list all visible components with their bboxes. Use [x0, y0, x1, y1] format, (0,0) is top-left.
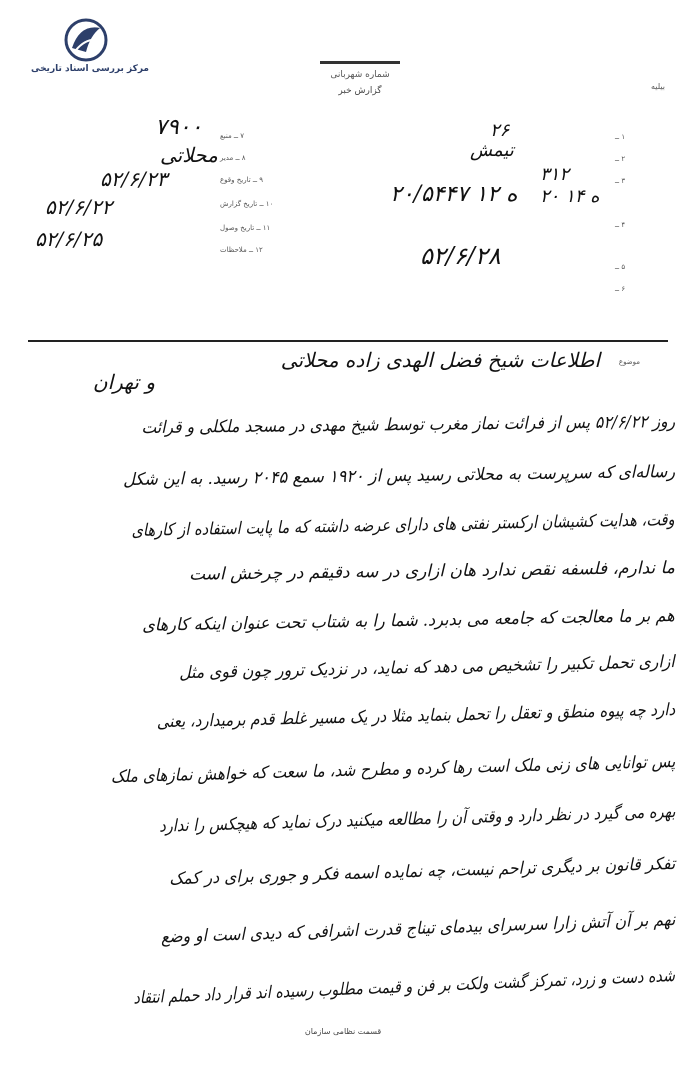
letter-line: نهم بر آن آتش زارا سرسرای بیدمای تیناج قدرت اشرافی که دیدی است او وضع	[160, 910, 676, 948]
form-left-label: ۱۰ ــ تاریخ گزارش	[220, 200, 274, 208]
occurrence-date: ۵۲/۶/۲۳	[100, 167, 168, 191]
right-top-value: ۲۶	[490, 120, 510, 141]
form-right-label: ۲ ــ	[615, 155, 626, 163]
bottom-stamp: قسمت نظامی سازمان	[304, 1027, 382, 1036]
subject-label: موضوع	[618, 358, 640, 366]
right-code2: ۲۰ ه ۱۴	[540, 186, 600, 207]
receipt-date: ۵۲/۶/۲۵	[35, 227, 103, 251]
archive-emblem-icon	[60, 18, 112, 62]
subject-text: اطلاعات شیخ فضل الهدی زاده محلاتی	[280, 348, 600, 372]
archive-caption: مرکز بررسی اسناد تاریخی	[30, 64, 150, 74]
letter-line: هم بر ما معالجت که جامعه می بدبرد. شما را به شتاب تحت عنوان اینکه کارهای	[142, 606, 676, 636]
letter-line: رساله‌ای که سرپرست به محلاتی رسید پس از ۱۹۲۰ سمع ۲۰۴۵ رسید. به این شکل	[122, 462, 676, 491]
form-right-label: ۳ ــ	[615, 177, 626, 185]
letter-line: وقت، هدایت کشیشان ارکستر نفتی های دارای عرضه داشته که ما پایت استفاده از کارهای	[131, 510, 676, 542]
report-number: ۷۹۰۰	[155, 115, 203, 140]
source-name: محلاتی	[160, 143, 218, 167]
header-center	[300, 55, 420, 103]
header-right-label: بیلیه	[651, 82, 665, 91]
letter-line: تفکر قانون بر دیگری تراحم نیست، چه نمایده اسمه فکر و جوری برای در کمک	[168, 854, 676, 890]
letter-line: دارد چه پیوه منطق و تعقل را تحمل بنماید مثلا در یک مسیر غلط قدم برمیدارد، یعنی	[156, 700, 676, 733]
letter-line: ازاری تحمل تکبیر را تشخیص می دهد که نماید، در نزدیک ترور چون قوی مثل	[179, 652, 676, 684]
reference-number: ۲۰/۵۴۴۷ ه ۱۲	[390, 182, 518, 207]
right-date: ۵۲/۶/۲۸	[420, 242, 501, 270]
form-right-label: ۱ ــ	[615, 133, 626, 141]
letter-line: بهره می گیرد در نظر دارد و وقتی آن را مطالعه میکنید درک نماید که هیچکس را ندارد	[158, 802, 676, 837]
letter-line: و تهران	[92, 370, 155, 394]
form-left-label: ۷ ــ منبع	[220, 132, 245, 140]
letter-line: پس توانایی های زنی ملک است رها کرده و مطرح شد، ما سعت که خواهش نمازهای ملک	[110, 752, 676, 788]
form-right-label: ۴ ــ	[615, 221, 626, 229]
archive-logo	[20, 18, 160, 83]
report-date: ۵۲/۶/۲۲	[45, 195, 113, 219]
form-left-label: ۱۲ ــ ملاحظات	[220, 246, 263, 254]
right-line1: تیمش	[470, 140, 514, 161]
subject-divider	[28, 340, 668, 342]
form-right-label: ۵ ــ	[615, 263, 626, 271]
header-subtitle: شماره شهربانی	[330, 70, 390, 80]
right-code1: ۳۱۲	[540, 164, 570, 185]
form-left-label: ۸ ــ مدیر	[220, 154, 246, 162]
form-right-label: ۶ ــ	[615, 285, 626, 293]
letter-line: شده دست و زرد، تمرکز گشت ولکت بر فن و قیمت مطلوب رسیده اند قرار داد حملم انتقاد	[133, 966, 676, 1009]
letter-line: روز ۵۲/۶/۲۲ پس از فرائت نماز مغرب توسط شیخ مهدی در مسجد ملکلی و قرائت	[141, 412, 676, 439]
header-report-type: گزارش خبر	[338, 86, 382, 96]
form-left-label: ۹ ــ تاریخ وقوع	[220, 176, 263, 184]
header-bar	[320, 55, 400, 64]
subject-line	[80, 348, 640, 388]
letter-line: ما ندارم، فلسفه نقص ندارد هان ازاری در سه دقیقم در چرخش است	[189, 558, 676, 585]
form-left-label: ۱۱ ــ تاریخ وصول	[220, 224, 271, 232]
